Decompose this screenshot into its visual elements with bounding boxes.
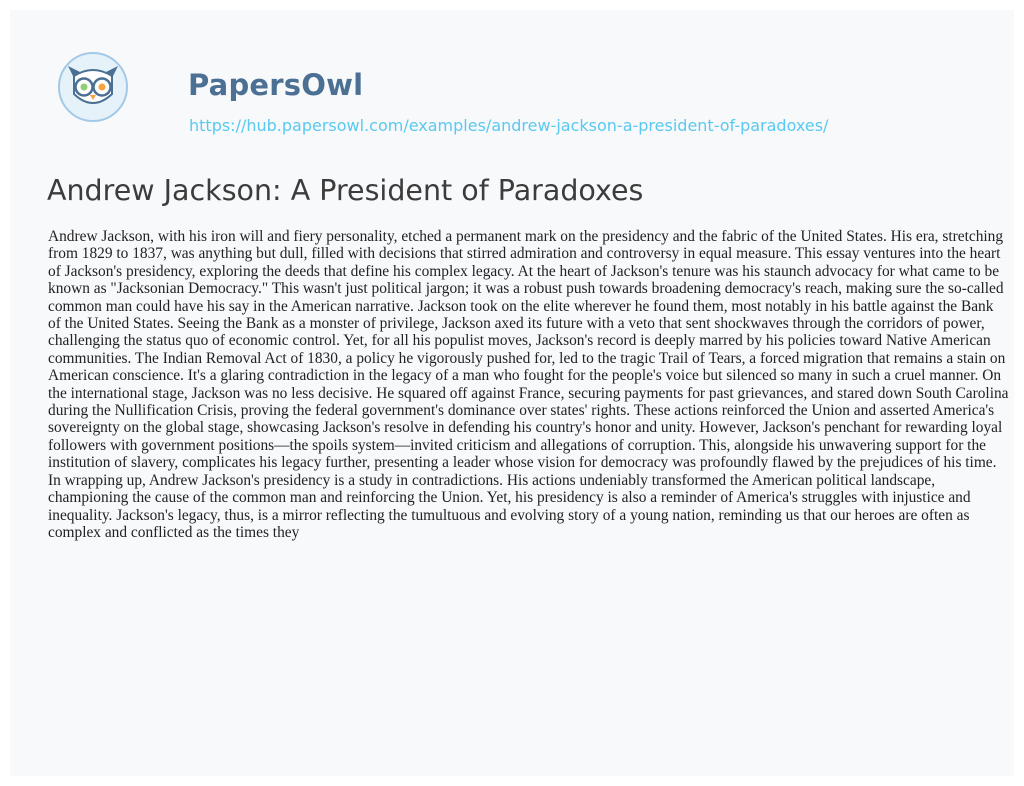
essay-body: Andrew Jackson, with his iron will and fiery personality, etched a permanent mark on the presidency and the fabric of the United States. His era, stretching from 1829 to 1837, was anything but dull, filled with decisions that stirred admiration and controversy in equal measure. This essay ventures into the heart of Jackson's presidency, exploring the deeds that define his complex legacy. At the heart of Jackson's tenure was his staunch advocacy for what came to be known as "Jacksonian Democracy." This wasn't just political jargon; it was a robust push towards broadening democracy's reach, making sure the so-called common man could have his say in the American narrative. Jackson took on the elite wherever he found them, most notably in his battle against the Bank of the United States. Seeing the Bank as a monster of privilege, Jackson axed its future with a veto that sent shockwaves through the corridors of power, challenging the status quo of economic control. Yet, for all his populist moves, Jackson's record is deeply marred by his policies toward Native American communities. The Indian Removal Act of 1830, a policy he vigorously pushed for, led to the tragic Trail of Tears, a forced migration that remains a stain on American conscience. It's a glaring contradiction in the legacy of a man who fought for the people's voice but silenced so many in such a cruel manner. On the international stage, Jackson was no less decisive. He squared off against France, securing payments for past grievances, and stared down South Carolina during the Nullification Crisis, proving the federal government's dominance over states' rights. These actions reinforced the Union and asserted America's sovereignty on the global stage, showcasing Jackson's resolve in defending his country's honor and unity. However, Jackson's penchant for rewarding loyal followers with government positions—the spoils system—invited criticism and allegations of corruption. This, alongside his unwavering support for the institution of slavery, complicates his legacy further, presenting a leader whose vision for democracy was profoundly flawed by the prejudices of his time. In wrapping up, Andrew Jackson's presidency is a study in contradictions. His actions undeniably transformed the American political landscape, championing the cause of the common man and reinforcing the Union. Yet, his presidency is also a reminder of America's struggles with injustice and inequality. Jackson's legacy, thus, is a mirror reflecting the tumultuous and evolving story of a young nation, reminding us that our heroes are often as complex and conflicted as the times they — [48, 228, 1009, 541]
source-url[interactable]: https://hub.papersowl.com/examples/andrew-jackson-a-president-of-paradoxes/ — [189, 116, 829, 135]
brand-name[interactable]: PapersOwl — [188, 68, 364, 102]
owl-logo-icon — [56, 50, 130, 124]
essay-page — [10, 10, 1014, 776]
essay-title: Andrew Jackson: A President of Paradoxes — [47, 174, 644, 207]
